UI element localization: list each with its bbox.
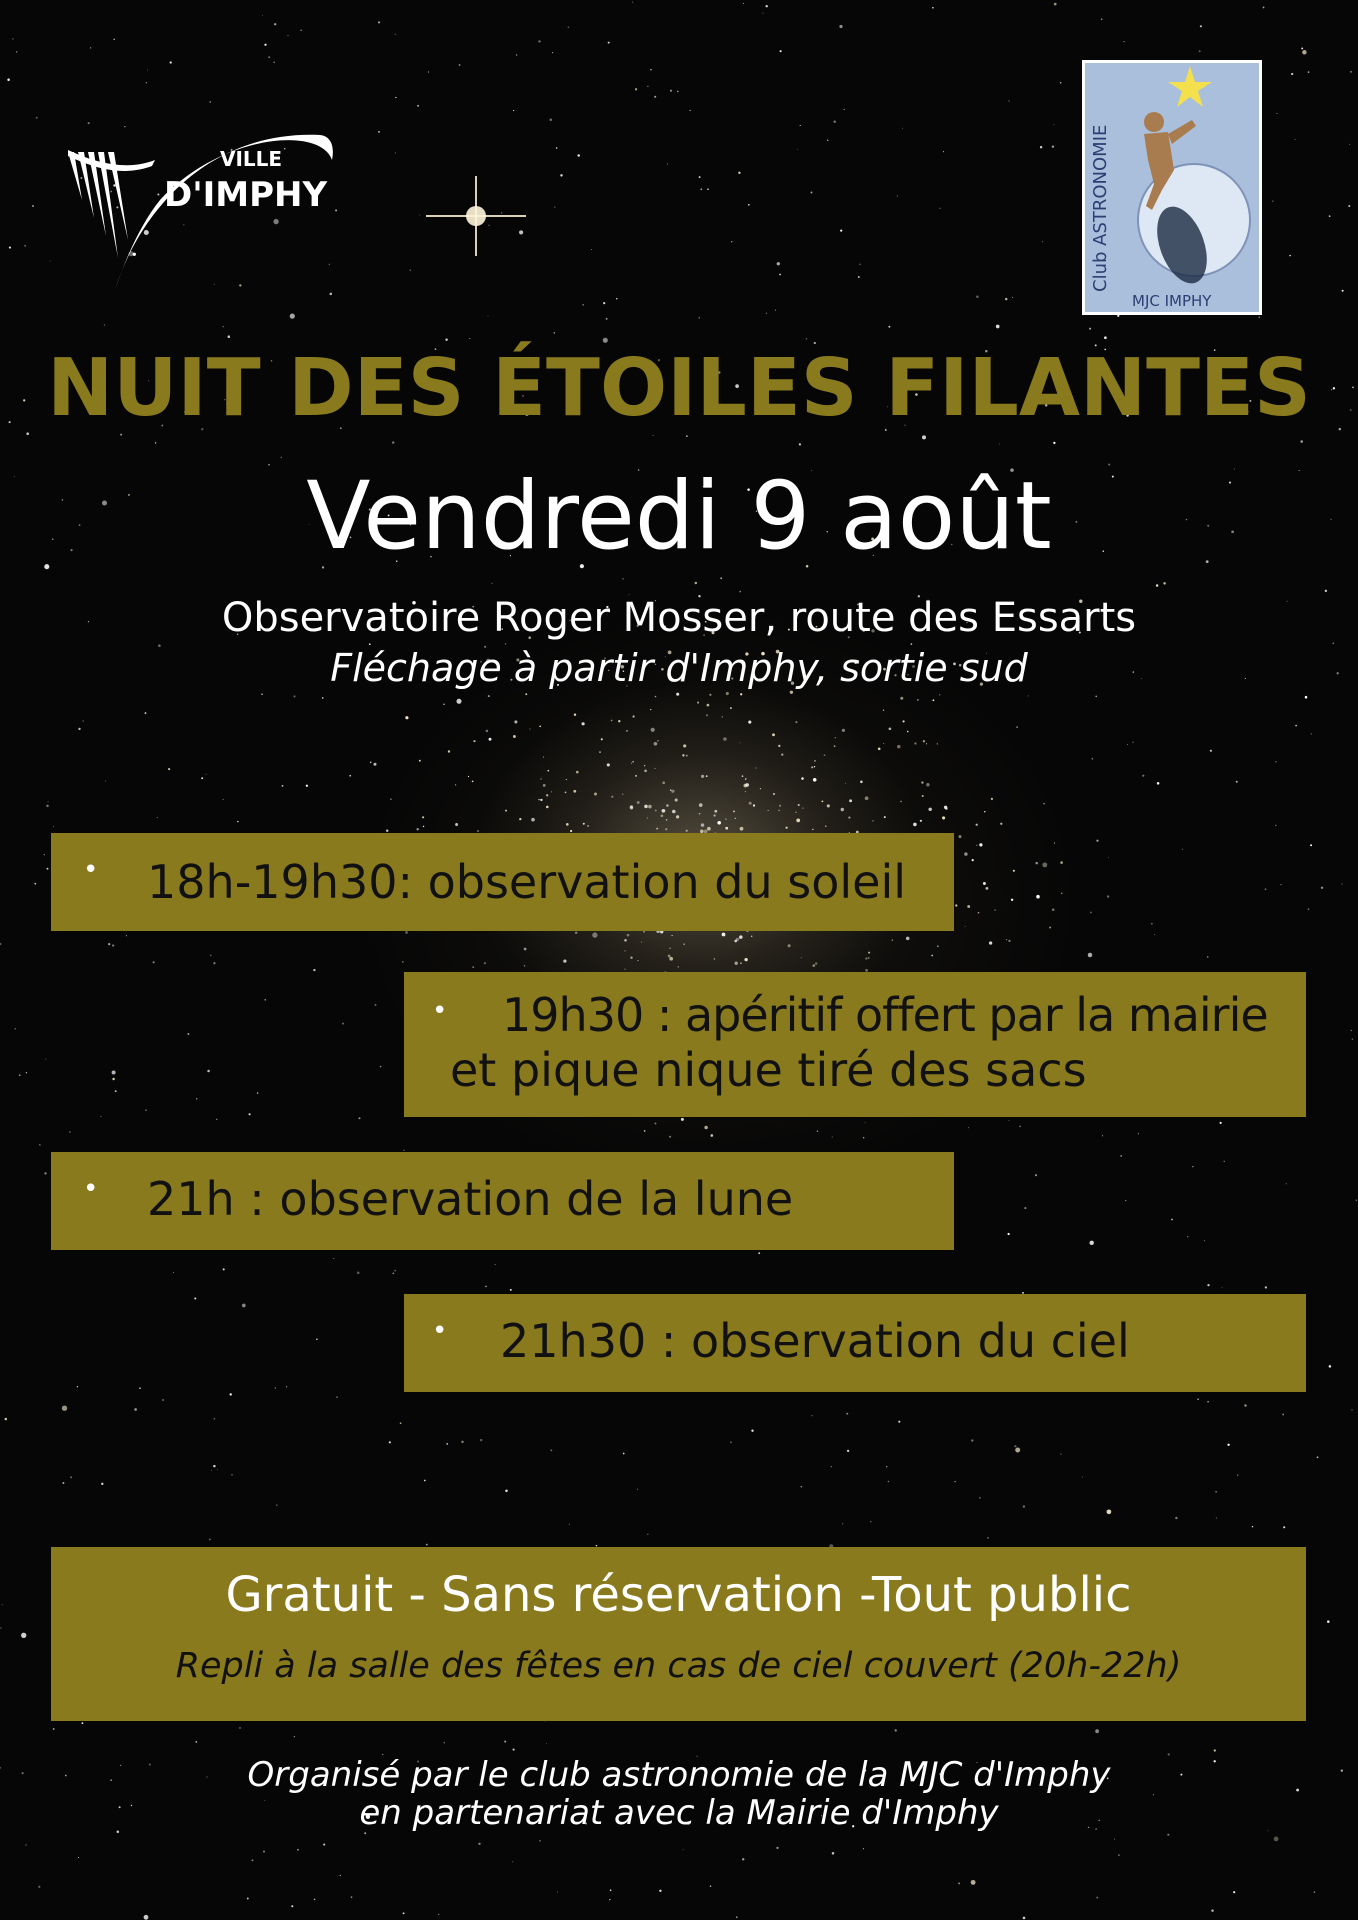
bullet: • — [432, 996, 448, 1026]
info-box — [51, 1547, 1306, 1721]
organizer-line1: Organisé par le club astronomie de la MJC d'Imphy — [247, 1755, 1111, 1795]
club-astronomie-logo-icon — [1082, 60, 1262, 315]
bullet: • — [432, 1316, 448, 1346]
program-item-aperitif — [404, 972, 1306, 1117]
club-logo-vertical: Club ASTRONOMIE — [1090, 124, 1111, 292]
program-item-text-line2: et pique nique tiré des sacs — [450, 1043, 1087, 1097]
info-free-entry: Gratuit - Sans réservation -Tout public — [225, 1567, 1132, 1623]
program-item-text: 21h : observation de la lune — [147, 1172, 794, 1226]
event-venue: Observatoire Roger Mosser, route des Essarts — [221, 595, 1137, 641]
organizer-line2: en partenariat avec la Mairie d'Imphy — [359, 1793, 999, 1833]
club-logo-bottom: MJC IMPHY — [1132, 292, 1212, 310]
program-item-text: 19h30 : apéritif offert par la mairie — [502, 988, 1268, 1042]
program-item-sun — [51, 833, 954, 931]
program-item-text: 18h-19h30: observation du soleil — [147, 855, 907, 909]
ville-imphy-logo-icon — [60, 90, 340, 300]
event-date: Vendredi 9 août — [306, 462, 1052, 571]
bullet: • — [83, 855, 99, 885]
info-fallback-venue: Repli à la salle des fêtes en cas de ciel couvert (20h-22h) — [175, 1646, 1182, 1686]
bullet: • — [83, 1174, 99, 1204]
event-directions: Fléchage à partir d'Imphy, sortie sud — [330, 646, 1028, 690]
ville-logo-line2: D'IMPHY — [164, 175, 328, 215]
program-item-moon — [51, 1152, 954, 1250]
event-title: NUIT DES ÉTOILES FILANTES — [47, 342, 1311, 434]
program-item-text: 21h30 : observation du ciel — [500, 1314, 1130, 1368]
ville-logo-line1: VILLE — [220, 147, 283, 171]
program-item-sky — [404, 1294, 1306, 1392]
